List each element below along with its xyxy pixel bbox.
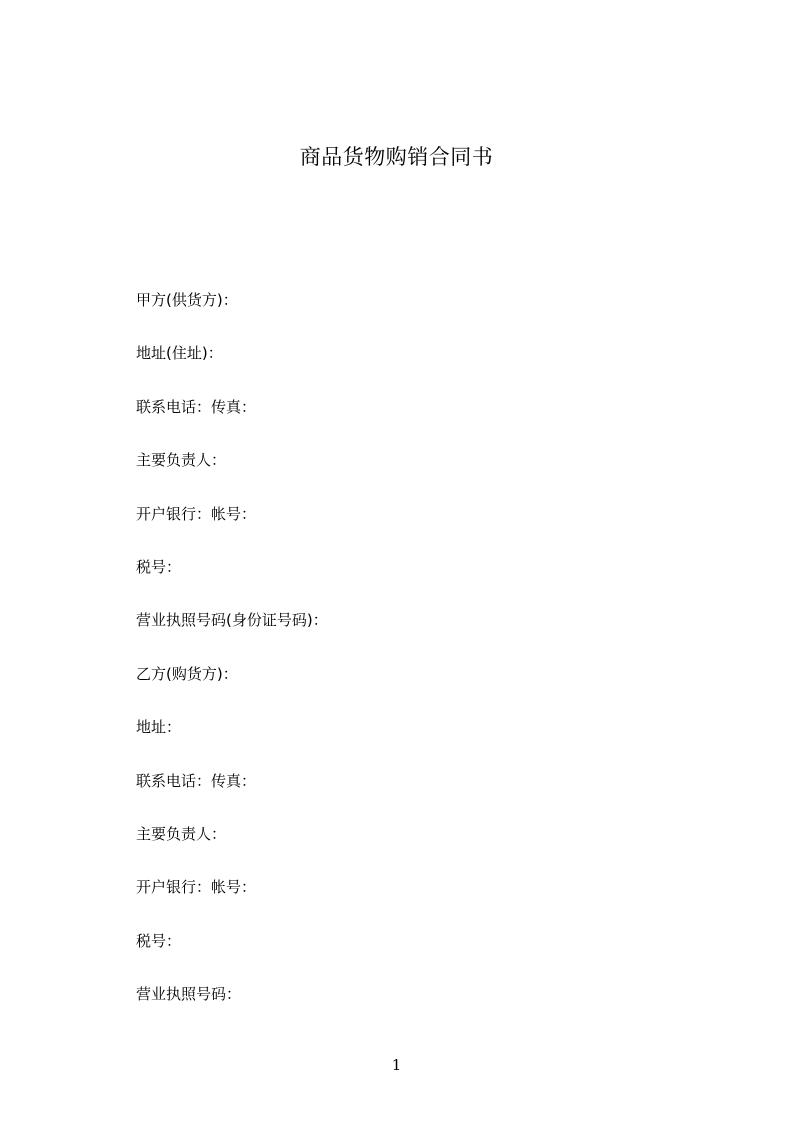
party-b-phone-fax: 联系电话：传真： bbox=[136, 771, 257, 790]
party-b-label: 乙方(购货方)： bbox=[136, 664, 238, 683]
party-a-principal: 主要负责人： bbox=[136, 451, 227, 470]
party-a-business-license: 营业执照号码(身份证号码)： bbox=[136, 611, 328, 630]
party-a-bank-account: 开户银行：帐号： bbox=[136, 504, 257, 523]
party-a-address: 地址(住址)： bbox=[136, 344, 223, 363]
party-b-bank-account: 开户银行：帐号： bbox=[136, 878, 257, 897]
party-a-label: 甲方(供货方)： bbox=[136, 291, 238, 309]
party-b-address: 地址： bbox=[136, 718, 182, 737]
party-b-tax-number: 税号： bbox=[136, 931, 182, 950]
party-b-principal: 主要负责人： bbox=[136, 824, 227, 843]
party-a-phone-fax: 联系电话：传真： bbox=[136, 397, 257, 416]
party-a-tax-number: 税号： bbox=[136, 557, 182, 576]
party-b-business-license: 营业执照号码： bbox=[136, 985, 242, 1004]
document-title: 商品货物购销合同书 bbox=[299, 145, 494, 169]
page-number: 1 bbox=[391, 1056, 402, 1074]
contract-fields bbox=[136, 289, 696, 1036]
